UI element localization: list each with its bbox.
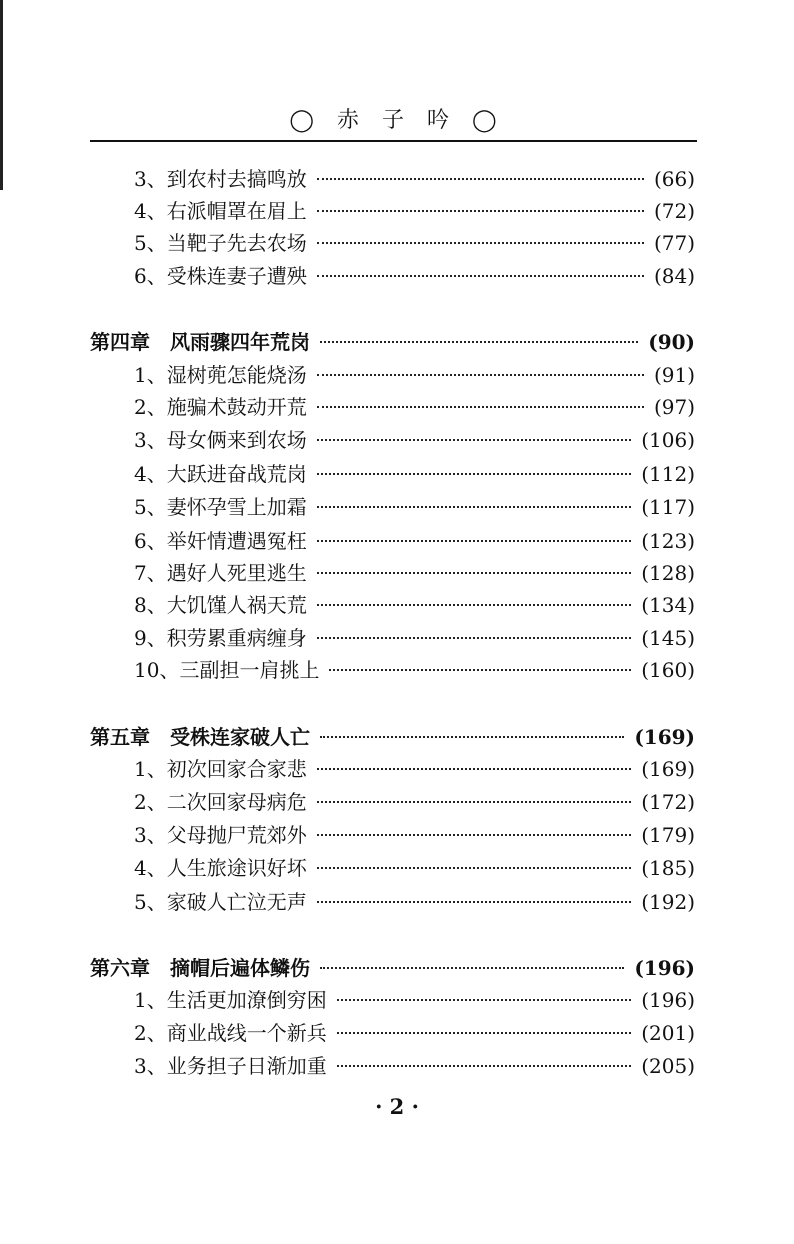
toc-entry-title: 3、父母抛尸荒郊外: [134, 823, 307, 847]
toc-section-entry: [134, 754, 695, 784]
dot-leader: [317, 604, 631, 606]
toc-section-entry: [134, 1051, 695, 1081]
toc-entry-title: 第四章 风雨骤四年荒岗: [90, 330, 310, 354]
toc-section-entry: [134, 623, 695, 653]
toc-entry-page: (192): [641, 890, 695, 914]
toc-entry-title: 6、受株连妻子遭殃: [134, 264, 307, 288]
toc-entry-title: 6、举奸情遭遇冤枉: [134, 529, 307, 553]
dot-leader: [317, 801, 631, 803]
toc-entry-page: (169): [641, 757, 695, 781]
dot-leader: [317, 768, 631, 770]
toc-entry-title: 4、大跃进奋战荒岗: [134, 462, 307, 486]
dot-leader: [317, 275, 644, 277]
toc-entry-page: (106): [641, 428, 695, 452]
toc-chapter-entry: [90, 327, 695, 357]
toc-entry-page: (134): [641, 593, 695, 617]
toc-entry-page: (196): [641, 988, 695, 1012]
dot-leader: [320, 967, 624, 969]
toc-entry-page: (160): [641, 658, 695, 682]
toc-entry-page: (112): [641, 462, 695, 486]
toc-chapter-entry: [90, 722, 695, 752]
dot-leader: [317, 540, 631, 542]
toc-section-entry: [134, 164, 695, 194]
dot-leader: [317, 506, 631, 508]
dot-leader: [329, 669, 631, 671]
toc-entry-title: 9、积劳累重病缠身: [134, 626, 307, 650]
toc-entry-title: 5、家破人亡泣无声: [134, 890, 307, 914]
dot-leader: [337, 1065, 631, 1067]
toc-chapter-entry: [90, 953, 695, 983]
toc-section-entry: [134, 196, 695, 226]
toc-entry-page: (84): [653, 264, 695, 288]
dot-leader: [317, 242, 644, 244]
toc-entry-page: (128): [641, 561, 695, 585]
page-number: · 2 ·: [375, 1094, 419, 1119]
running-head: ◯ 赤 子 吟 ◯: [289, 108, 505, 133]
toc-section-entry: [134, 492, 695, 522]
toc-entry-title: 4、人生旅途识好坏: [134, 856, 307, 880]
toc-entry-page: (117): [641, 495, 695, 519]
toc-entry-page: (72): [653, 199, 695, 223]
toc-section-entry: [134, 655, 695, 685]
dot-leader: [317, 210, 644, 212]
toc-entry-title: 3、业务担子日渐加重: [134, 1054, 327, 1078]
dot-leader: [317, 178, 644, 180]
toc-entry-page: (91): [653, 363, 695, 387]
toc-section-entry: [134, 1018, 695, 1048]
toc-section-entry: [134, 887, 695, 917]
toc-entry-title: 1、生活更加潦倒穷困: [134, 988, 327, 1012]
toc-entry-page: (145): [641, 626, 695, 650]
dot-leader: [320, 736, 624, 738]
toc-entry-title: 10、三副担一肩挑上: [134, 658, 320, 682]
toc-section-entry: [134, 820, 695, 850]
dot-leader: [317, 901, 631, 903]
toc-entry-title: 1、湿树蔸怎能烧汤: [134, 363, 307, 387]
toc-section-entry: [134, 425, 695, 455]
dot-leader: [317, 473, 631, 475]
toc-entry-title: 5、妻怀孕雪上加霜: [134, 495, 307, 519]
dot-leader: [337, 1032, 631, 1034]
toc-entry-page: (179): [641, 823, 695, 847]
toc-entry-page: (201): [641, 1021, 695, 1045]
dot-leader: [317, 834, 631, 836]
toc-section-entry: [134, 261, 695, 291]
toc-entry-page: (77): [653, 231, 695, 255]
toc-section-entry: [134, 558, 695, 588]
dot-leader: [317, 406, 644, 408]
toc-entry-page: (97): [653, 395, 695, 419]
toc-entry-title: 3、母女俩来到农场: [134, 428, 307, 452]
toc-entry-title: 5、当靶子先去农场: [134, 231, 307, 255]
dot-leader: [317, 439, 631, 441]
toc-entry-title: 2、二次回家母病危: [134, 790, 307, 814]
toc-entry-page: (172): [641, 790, 695, 814]
toc-entry-title: 1、初次回家合家悲: [134, 757, 307, 781]
toc-entry-page: (196): [634, 956, 695, 980]
toc-entry-page: (90): [648, 330, 695, 354]
dot-leader: [317, 637, 631, 639]
toc-section-entry: [134, 392, 695, 422]
toc-section-entry: [134, 787, 695, 817]
toc-section-entry: [134, 360, 695, 390]
toc-entry-title: 8、大饥馑人祸天荒: [134, 593, 307, 617]
toc-section-entry: [134, 526, 695, 556]
toc-section-entry: [134, 459, 695, 489]
dot-leader: [317, 867, 631, 869]
toc-section-entry: [134, 228, 695, 258]
toc-entry-title: 3、到农村去搞鸣放: [134, 167, 307, 191]
dot-leader: [337, 999, 631, 1001]
toc-section-entry: [134, 590, 695, 620]
toc-entry-page: (185): [641, 856, 695, 880]
toc-entry-page: (123): [641, 529, 695, 553]
toc-section-entry: [134, 985, 695, 1015]
toc-entry-title: 4、右派帽罩在眉上: [134, 199, 307, 223]
toc-entry-title: 第六章 摘帽后遍体鳞伤: [90, 956, 310, 980]
toc-entry-title: 2、商业战线一个新兵: [134, 1021, 327, 1045]
toc-entry-page: (169): [634, 725, 695, 749]
toc-entry-page: (205): [641, 1054, 695, 1078]
dot-leader: [320, 341, 638, 343]
toc-entry-title: 第五章 受株连家破人亡: [90, 725, 310, 749]
dot-leader: [317, 374, 644, 376]
toc-entry-title: 7、遇好人死里逃生: [134, 561, 307, 585]
toc-entry-page: (66): [653, 167, 695, 191]
dot-leader: [317, 572, 631, 574]
toc-entry-title: 2、施骗术鼓动开荒: [134, 395, 307, 419]
toc-section-entry: [134, 853, 695, 883]
